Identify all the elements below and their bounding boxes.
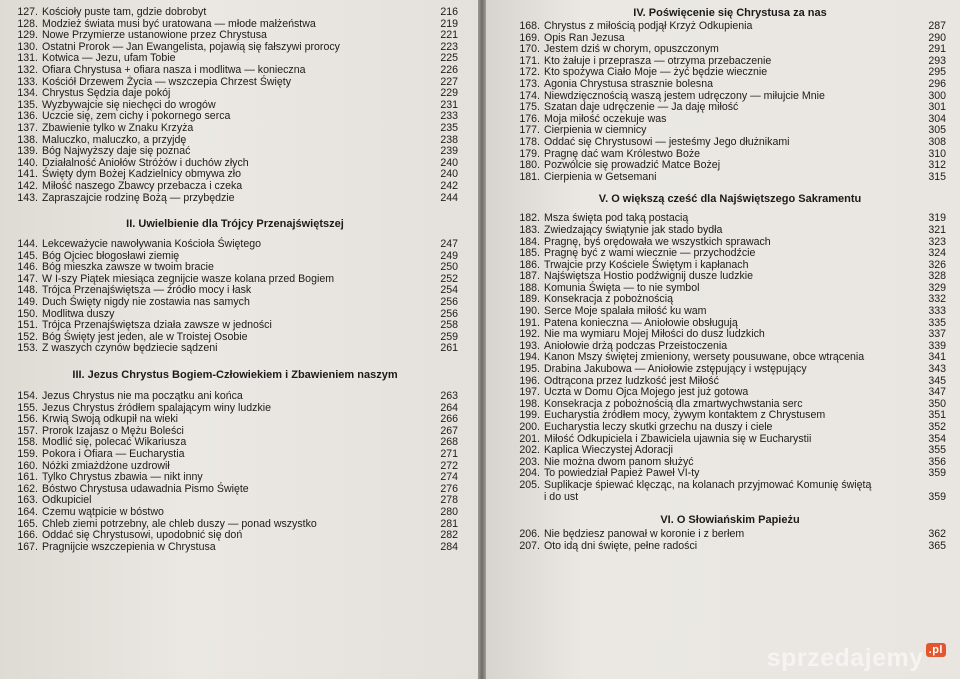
entry-page-number: 345 [928, 374, 946, 387]
entry-page-number: 308 [928, 135, 946, 148]
watermark [767, 644, 946, 673]
entry-title: Agonia Chrystusa strasznie bolesna [544, 77, 714, 90]
toc-entry [514, 541, 946, 553]
entry-number: 165. [17, 517, 38, 530]
entry-number: 172. [519, 66, 540, 79]
entry-page-number: 223 [440, 40, 458, 53]
entry-title: Pragnę być z wami wiecznie — przychodźcie [544, 247, 756, 260]
entry-title: Kto spożywa Ciało Moje — żyć będzie wiecznie [544, 66, 768, 79]
entry-page-number: 324 [928, 247, 946, 260]
entry-page-number: 354 [928, 432, 946, 445]
entry-number: 181. [519, 170, 540, 183]
entry-number: 203. [519, 455, 540, 468]
entry-number: 188. [519, 281, 540, 294]
entry-number: 130. [17, 40, 38, 53]
entry-title: Kościół Drzewem Życia — wszczepia Chrzest Święty [42, 75, 292, 88]
entry-title: Zwiedzający świątynie jak stado bydła [544, 223, 723, 236]
entry-title: Pragnijcie wszczepienia w Chrystusa [42, 540, 216, 553]
entry-page-number: 305 [928, 124, 946, 137]
entry-page-number: 258 [440, 319, 458, 332]
entry-number: 167. [17, 540, 38, 553]
entry-number: 139. [17, 145, 38, 158]
entry-page-number: 293 [928, 54, 946, 67]
entry-number: 180. [519, 159, 540, 172]
entry-title: Miłość Odkupiciela i Zbawiciela ujawnia się w Eucharystii [544, 432, 812, 445]
entry-title: Bóg Ojciec błogosławi ziemię [42, 249, 180, 262]
entry-number: 202. [519, 444, 540, 457]
entry-title: Zbawienie tylko w Znaku Krzyża [42, 121, 194, 134]
entry-title: Opis Ran Jezusa [544, 31, 625, 44]
entry-page-number: 240 [440, 156, 458, 169]
entry-title: Odkupiciel [42, 494, 92, 507]
toc-entry [514, 160, 946, 172]
entry-title: Serce Moje spalała miłość ku wam [544, 305, 707, 318]
entry-number: 173. [519, 77, 540, 90]
entry-title: Odtrącona przez ludzkość jest Miłość [544, 374, 719, 387]
entry-title: Kościoły puste tam, gdzie dobrobyt [42, 6, 207, 18]
entry-page-number: 282 [440, 529, 458, 542]
entry-page-number: 356 [928, 455, 946, 468]
entry-number: 176. [519, 112, 540, 125]
entry-number: 129. [17, 29, 38, 42]
entry-title: Suplikacje śpiewać klęcząc, na kolanach przyjmować Komunię świętą i do ust [544, 478, 872, 503]
entry-page-number: 284 [440, 540, 458, 553]
left-toc-column [12, 0, 458, 553]
entry-number: 131. [17, 52, 38, 65]
entry-title: Chrystus z miłością podjął Krzyż Odkupienia [544, 20, 753, 32]
toc-entry [514, 529, 946, 541]
toc-entry [514, 79, 946, 91]
entry-number: 151. [17, 319, 38, 332]
entry-page-number: 339 [928, 339, 946, 352]
entry-page-number: 216 [440, 6, 458, 18]
entry-number: 133. [17, 75, 38, 88]
toc-entry [514, 364, 946, 376]
entry-number: 160. [17, 459, 38, 472]
entry-title: Modlić się, polecać Wikariusza [42, 436, 187, 449]
watermark-text: sprzedajemy [766, 644, 924, 672]
entry-title: Nie będziesz panował w koronie i z berłem [544, 527, 745, 540]
entry-page-number: 247 [440, 238, 458, 251]
entry-number: 164. [17, 505, 38, 518]
entry-number: 147. [17, 272, 38, 285]
entry-page-number: 329 [928, 281, 946, 294]
entry-title: Krwią Swoją odkupił na wieki [42, 413, 179, 426]
entry-number: 142. [17, 179, 38, 192]
section-heading: II. Uwielbienie dla Trójcy Przenajświętszej [126, 218, 344, 231]
entry-title: Chrystus Sędzia daje pokój [42, 87, 171, 100]
entry-title: Z waszych czynów będziecie sądzeni [42, 342, 218, 355]
entry-number: 143. [17, 191, 38, 204]
entry-title: Konsekracja z pobożnością [544, 293, 673, 306]
entry-title: Ostatni Prorok — Jan Ewangelista, pojawią się fałszywi prorocy [42, 40, 340, 53]
entry-title: Komunia Święta — to nie symbol [544, 281, 700, 294]
entry-title: Uczcie się, zem cichy i pokornego serca [42, 110, 231, 123]
toc-entry [12, 239, 458, 251]
watermark-suffix: .pl [926, 643, 946, 657]
entry-number: 199. [519, 409, 540, 422]
toc-entry [12, 146, 458, 158]
entry-title: Niewdzięcznością waszą jestem udręczony — miłujcie Mnie [544, 89, 825, 102]
entry-title: Kto żałuje i przeprasza — otrzyma przebaczenie [544, 54, 772, 67]
entry-number: 193. [519, 339, 540, 352]
entry-title: Jezus Chrystus nie ma początku ani końca [42, 390, 243, 403]
section-heading: III. Jezus Chrystus Bogiem-Człowiekiem i Zbawieniem naszym [72, 369, 398, 382]
entry-title: Trójca Przenajświętsza działa zawsze w jedności [42, 319, 272, 332]
entry-number: 146. [17, 261, 38, 274]
entry-page-number: 235 [440, 121, 458, 134]
entry-title: Wyzbywajcie się niechęci do wrogów [42, 98, 216, 111]
entry-page-number: 256 [440, 307, 458, 320]
entry-page-number: 321 [928, 223, 946, 236]
entry-page-number: 300 [928, 89, 946, 102]
entry-title: Konsekracja z pobożnością dla zmartwychwstania serc [544, 397, 803, 410]
section-heading: IV. Poświęcenie się Chrystusa za nas [633, 7, 827, 19]
entry-page-number: 328 [928, 270, 946, 283]
entry-number: 201. [519, 432, 540, 445]
entry-page-number: 274 [440, 471, 458, 484]
entry-title: Modlitwa duszy [42, 307, 115, 320]
entry-number: 187. [519, 270, 540, 283]
entry-title: Moja miłość oczekuje was [544, 112, 667, 125]
entry-page-number: 261 [440, 342, 458, 355]
toc-entry [12, 7, 458, 19]
entry-number: 184. [519, 235, 540, 248]
entry-page-number: 304 [928, 112, 946, 125]
entry-page-number: 315 [928, 170, 946, 183]
entry-number: 183. [519, 223, 540, 236]
entry-number: 141. [17, 168, 38, 181]
entry-title: Jezus Chrystus źródłem spalającym winy ludzkie [42, 401, 272, 414]
entry-page-number: 242 [440, 179, 458, 192]
entry-title: Cierpienia w ciemnicy [544, 124, 647, 137]
entry-title: Pozwólcie się prowadzić Matce Bożej [544, 159, 721, 172]
entry-number: 153. [17, 342, 38, 355]
entry-title: Nie można dwom panom służyć [544, 455, 694, 468]
entry-page-number: 271 [440, 448, 458, 460]
entry-page-number: 229 [440, 87, 458, 100]
entry-title: Ofiara Chrystusa + ofiara nasza i modlitwa — konieczna [42, 63, 306, 76]
section-gap [12, 355, 458, 370]
entry-page-number: 280 [440, 505, 458, 518]
entry-title: Bóstwo Chrystusa udawadnia Pismo Święte [42, 482, 249, 495]
entry-title: Działalność Aniołów Stróżów i duchów złych [42, 156, 249, 169]
entry-page-number: 350 [928, 397, 946, 410]
entry-number: 140. [17, 156, 38, 169]
entry-title: Oddać się Chrystusowi, upodobnić się doń [42, 529, 243, 542]
entry-title: Kotwica — Jezu, ufam Tobie [42, 52, 176, 65]
entry-title: Nowe Przymierze ustanowione przez Chrystusa [42, 29, 267, 42]
entry-number: 159. [17, 448, 38, 460]
entry-page-number: 244 [440, 191, 458, 204]
entry-number: 149. [17, 296, 38, 309]
entry-number: 192. [519, 328, 540, 341]
entry-page-number: 221 [440, 29, 458, 42]
entry-number: 169. [519, 31, 540, 44]
toc-entry [514, 102, 946, 114]
entry-page-number: 226 [440, 63, 458, 76]
entry-page-number: 239 [440, 145, 458, 158]
entry-number: 163. [17, 494, 38, 507]
entry-page-number: 335 [928, 316, 946, 329]
entry-title: Zapraszajcie rodzinę Bożą — przybędzie [42, 191, 235, 204]
section-gap [12, 204, 458, 219]
entry-title: Prorok Izajasz o Mężu Boleści [42, 424, 184, 437]
entry-number: 175. [519, 101, 540, 114]
entry-title: Bóg mieszka zawsze w twoim bracie [42, 261, 214, 274]
entry-number: 190. [519, 305, 540, 318]
entry-title: Pokora i Ofiara — Eucharystia [42, 448, 185, 460]
entry-title: Drabina Jakubowa — Aniołowie zstępujący i wstępujący [544, 363, 807, 376]
right-toc-column [514, 0, 946, 552]
entry-number: 171. [519, 54, 540, 67]
entry-number: 182. [519, 212, 540, 225]
entry-page-number: 263 [440, 390, 458, 403]
entry-page-number: 240 [440, 168, 458, 181]
entry-number: 168. [519, 20, 540, 32]
entry-number: 191. [519, 316, 540, 329]
toc-entry [12, 123, 458, 135]
entry-number: 186. [519, 258, 540, 271]
entry-number: 156. [17, 413, 38, 426]
entry-title: Uczta w Domu Ojca Mojego jest już gotowa [544, 386, 749, 399]
entry-title: Oto idą dni święte, pełne radości [544, 539, 698, 552]
entry-title: Święty dym Bożej Kadzielnicy obmywa zło [42, 168, 242, 181]
entry-number: 162. [17, 482, 38, 495]
entry-title: Eucharystia leczy skutki grzechu na duszy i ciele [544, 421, 773, 433]
entry-number: 158. [17, 436, 38, 449]
entry-page-number: 231 [440, 98, 458, 111]
toc-entry [12, 391, 458, 403]
toc-entry [12, 530, 458, 542]
toc-entry [514, 422, 946, 434]
toc-entry [514, 21, 946, 33]
entry-title: Chleb ziemi potrzebny, ale chleb duszy — ponad wszystko [42, 517, 317, 530]
entry-number: 135. [17, 98, 38, 111]
entry-number: 136. [17, 110, 38, 123]
right-page [486, 0, 960, 679]
entry-number: 155. [17, 401, 38, 414]
entry-page-number: 264 [440, 401, 458, 414]
entry-number: 132. [17, 63, 38, 76]
entry-number: 127. [17, 6, 38, 18]
entry-title: Tylko Chrystus zbawia — nikt inny [42, 471, 203, 484]
entry-page-number: 319 [928, 212, 946, 225]
entry-page-number: 291 [928, 43, 946, 56]
toc-entry [514, 137, 946, 149]
entry-title: Trwajcie przy Kościele Świętym i kapłanach [544, 258, 749, 271]
entry-page-number: 287 [928, 20, 946, 32]
entry-number: 170. [519, 43, 540, 56]
toc-entry [12, 297, 458, 309]
book-gutter [478, 0, 486, 679]
entry-page-number: 295 [928, 66, 946, 79]
entry-title: Jestem dziś w chorym, opuszczonym [544, 43, 719, 56]
entry-page-number: 362 [928, 527, 946, 540]
entry-page-number: 326 [928, 258, 946, 271]
entry-number: 144. [17, 238, 38, 251]
entry-page-number: 219 [440, 17, 458, 30]
toc-entry [514, 172, 946, 184]
entry-number: 154. [17, 390, 38, 403]
entry-page-number: 347 [928, 386, 946, 399]
entry-page-number: 252 [440, 272, 458, 285]
entry-title: Patena konieczna — Aniołowie obsługują [544, 316, 738, 329]
entry-page-number: 266 [440, 413, 458, 426]
entry-number: 157. [17, 424, 38, 437]
entry-number: 205. [519, 478, 540, 491]
entry-number: 150. [17, 307, 38, 320]
entry-number: 179. [519, 147, 540, 160]
entry-title: Modzież świata musi być uratowana — młode małżeństwa [42, 17, 316, 30]
entry-title: Oddać się Chrystusowi — jesteśmy Jego dłużnikami [544, 135, 790, 148]
entry-page-number: 359 [928, 490, 946, 503]
entry-title: Aniołowie drżą podczas Przeistoczenia [544, 339, 728, 352]
entry-page-number: 301 [928, 101, 946, 114]
entry-title: Trójca Przenajświętsza — źródło mocy i łask [42, 284, 252, 297]
entry-number: 196. [519, 374, 540, 387]
entry-number: 145. [17, 249, 38, 262]
entry-number: 161. [17, 471, 38, 484]
toc-entry [12, 542, 458, 554]
toc-entry [514, 480, 946, 503]
entry-page-number: 272 [440, 459, 458, 472]
entry-title: Pragnę, byś orędowała we wszystkich sprawach [544, 235, 771, 248]
entry-number: 200. [519, 421, 540, 433]
entry-number: 195. [519, 363, 540, 376]
section-heading: VI. O Słowiańskim Papieżu [660, 513, 800, 526]
toc-entry [12, 449, 458, 461]
toc-entry [514, 248, 946, 260]
entry-page-number: 250 [440, 261, 458, 274]
toc-entry [514, 306, 946, 318]
entry-number: 189. [519, 293, 540, 306]
entry-title: Nóżki zmiażdżone uzdrowił [42, 459, 170, 472]
entry-title: Eucharystia źródłem mocy, żywym kontaktem z Chrystusem [544, 409, 826, 422]
entry-page-number: 351 [928, 409, 946, 422]
toc-entry [12, 343, 458, 355]
entry-number: 204. [519, 467, 540, 480]
entry-page-number: 365 [928, 539, 946, 552]
entry-number: 148. [17, 284, 38, 297]
entry-number: 206. [519, 527, 540, 540]
entry-page-number: 343 [928, 363, 946, 376]
entry-number: 178. [519, 135, 540, 148]
entry-page-number: 281 [440, 517, 458, 530]
entry-page-number: 296 [928, 77, 946, 90]
entry-title: Pragnę dać wam Królestwo Boże [544, 147, 701, 160]
entry-number: 207. [519, 539, 540, 552]
entry-page-number: 359 [928, 467, 946, 480]
entry-page-number: 225 [440, 52, 458, 65]
entry-page-number: 256 [440, 296, 458, 309]
entry-number: 166. [17, 529, 38, 542]
toc-entry [12, 181, 458, 193]
toc-entry [12, 88, 458, 100]
entry-number: 152. [17, 330, 38, 343]
entry-page-number: 333 [928, 305, 946, 318]
entry-title: Kaplica Wieczystej Adoracji [544, 444, 673, 457]
entry-number: 185. [519, 247, 540, 260]
toc-entry [12, 507, 458, 519]
entry-title: Duch Święty nigdy nie zostawia nas samych [42, 296, 250, 309]
entry-title: Msza święta pod taką postacią [544, 212, 689, 225]
toc-entry [12, 193, 458, 205]
entry-number: 134. [17, 87, 38, 100]
entry-title: Bóg Święty jest jeden, ale w Troistej Osobie [42, 330, 248, 343]
entry-page-number: 323 [928, 235, 946, 248]
entry-page-number: 233 [440, 110, 458, 123]
entry-number: 174. [519, 89, 540, 102]
entry-title: Bóg Najwyższy daje się poznać [42, 145, 191, 158]
entry-number: 137. [17, 121, 38, 134]
entry-title: Czemu wątpicie w bóstwo [42, 505, 164, 518]
entry-page-number: 276 [440, 482, 458, 495]
entry-page-number: 341 [928, 351, 946, 364]
left-page [0, 0, 478, 679]
entry-title: Nie ma wymiaru Mojej Miłości do dusz ludzkich [544, 328, 765, 341]
toc-entry [12, 65, 458, 77]
entry-title: Najświętsza Hostio podźwignij dusze ludzkie [544, 270, 754, 283]
entry-number: 194. [519, 351, 540, 364]
toc-entry [514, 225, 946, 237]
entry-page-number: 238 [440, 133, 458, 146]
entry-title: Cierpienia w Getsemani [544, 170, 657, 183]
entry-title: Szatan daje udręczenie — Ja daję miłość [544, 101, 739, 114]
entry-title: To powiedział Papież Paweł VI-ty [544, 467, 700, 480]
entry-title: Kanon Mszy świętej zmieniony, wersety pousuwane, obce wtrącenia [544, 351, 865, 364]
entry-page-number: 254 [440, 284, 458, 297]
entry-page-number: 249 [440, 249, 458, 262]
entry-number: 138. [17, 133, 38, 146]
entry-number: 197. [519, 386, 540, 399]
entry-page-number: 268 [440, 436, 458, 449]
entry-page-number: 355 [928, 444, 946, 457]
entry-page-number: 310 [928, 147, 946, 160]
entry-page-number: 332 [928, 293, 946, 306]
entry-page-number: 312 [928, 159, 946, 172]
entry-page-number: 227 [440, 75, 458, 88]
entry-page-number: 352 [928, 421, 946, 433]
entry-page-number: 290 [928, 31, 946, 44]
entry-number: 198. [519, 397, 540, 410]
section-heading: V. O większą cześć dla Najświętszego Sakramentu [598, 193, 862, 206]
entry-title: W I-szy Piątek miesiąca zegnijcie wasze kolana przed Bogiem [42, 272, 335, 285]
entry-title: Maluczko, maluczko, a przyjdę [42, 133, 187, 146]
entry-title: Lekceważycie nawoływania Kościoła Świętego [42, 238, 262, 251]
entry-title: Miłość naszego Zbawcy przebacza i czeka [42, 179, 243, 192]
entry-page-number: 337 [928, 328, 946, 341]
entry-number: 177. [519, 124, 540, 137]
entry-number: 128. [17, 17, 38, 30]
entry-page-number: 278 [440, 494, 458, 507]
entry-page-number: 267 [440, 424, 458, 437]
entry-page-number: 259 [440, 330, 458, 343]
